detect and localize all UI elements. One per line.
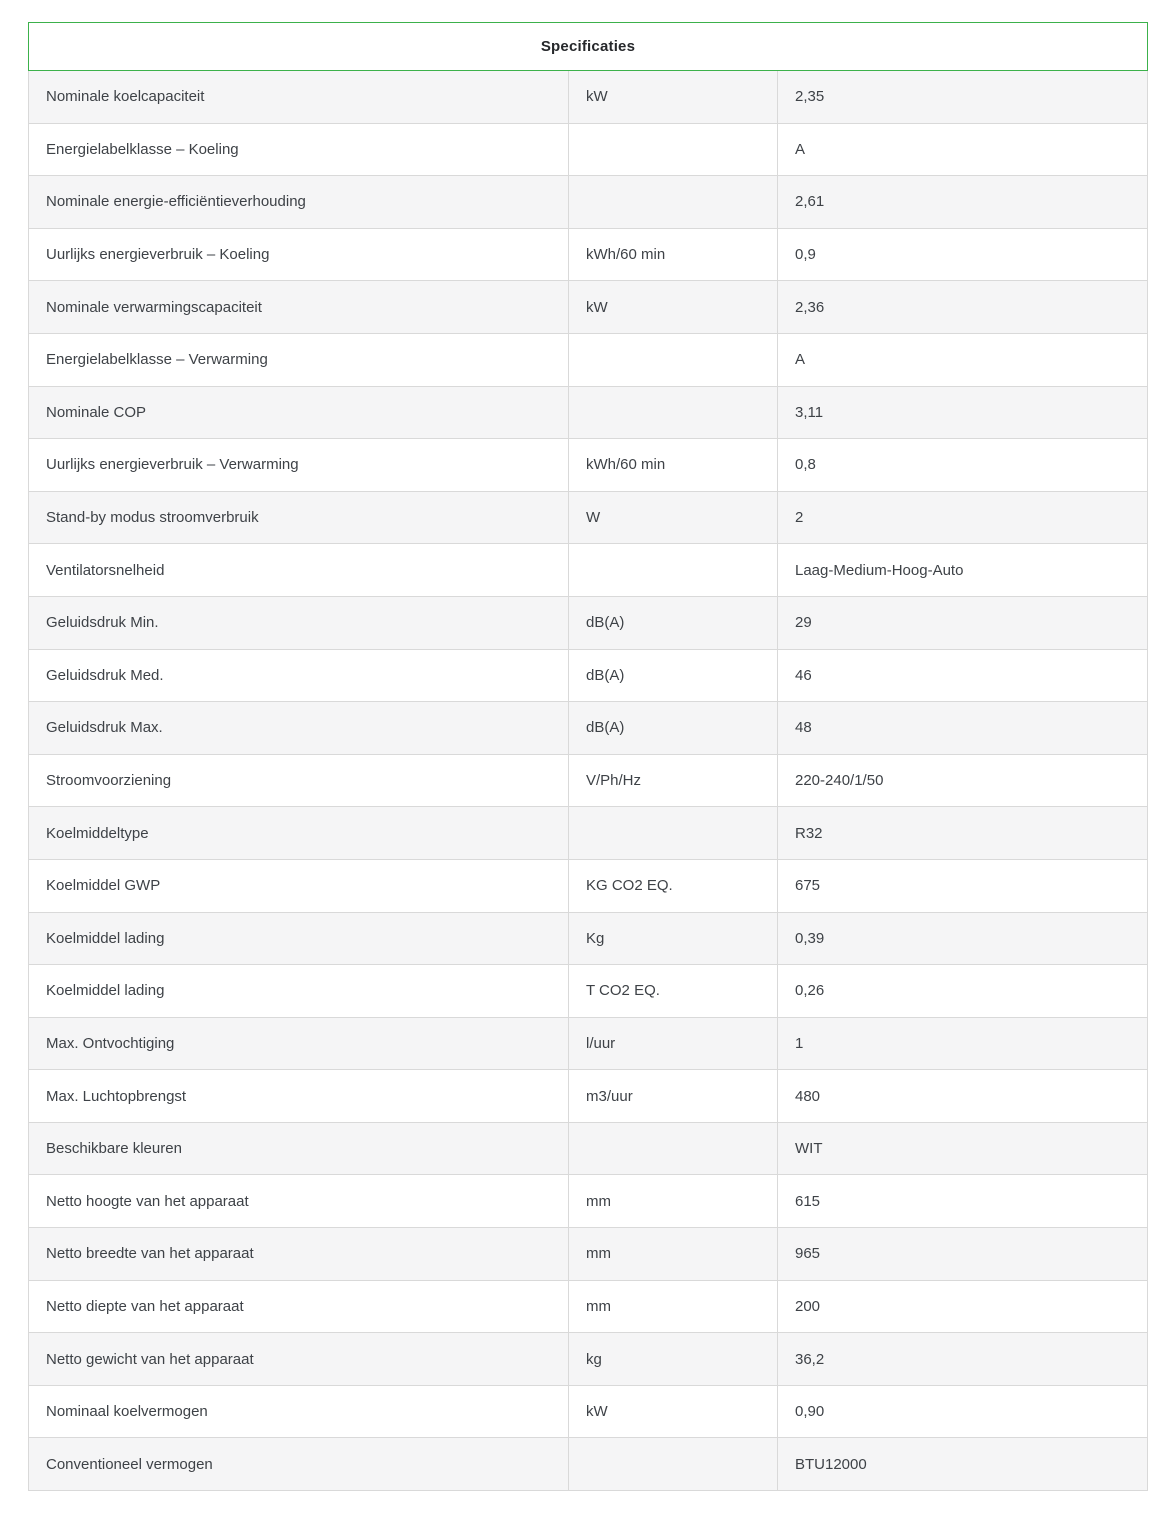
spec-value: A bbox=[777, 334, 1147, 386]
spec-value: 675 bbox=[777, 860, 1147, 912]
table-row bbox=[29, 755, 1147, 808]
spec-label: Ventilatorsnelheid bbox=[46, 561, 165, 579]
spec-unit bbox=[568, 176, 777, 228]
table-row bbox=[29, 1281, 1147, 1334]
spec-label: Geluidsdruk Min. bbox=[46, 614, 159, 632]
spec-value: 0,26 bbox=[777, 965, 1147, 1017]
table-row bbox=[29, 597, 1147, 650]
spec-unit: kW bbox=[568, 281, 777, 333]
spec-value: 36,2 bbox=[777, 1333, 1147, 1385]
spec-label: Uurlijks energieverbruik – Koeling bbox=[46, 246, 270, 264]
spec-label: Nominale COP bbox=[46, 403, 147, 421]
spec-label: Nominale energie-efficiëntieverhouding bbox=[46, 193, 306, 211]
spec-unit: KG CO2 EQ. bbox=[568, 860, 777, 912]
spec-label: Netto gewicht van het apparaat bbox=[46, 1350, 254, 1368]
table-row bbox=[29, 334, 1147, 387]
spec-value: 1 bbox=[777, 1018, 1147, 1070]
spec-value: 48 bbox=[777, 702, 1147, 754]
spec-unit: mm bbox=[568, 1281, 777, 1333]
table-row bbox=[29, 965, 1147, 1018]
spec-unit: mm bbox=[568, 1228, 777, 1280]
spec-label: Nominaal koelvermogen bbox=[46, 1403, 208, 1421]
spec-unit: T CO2 EQ. bbox=[568, 965, 777, 1017]
table-row bbox=[29, 1228, 1147, 1281]
spec-unit bbox=[568, 1123, 777, 1175]
spec-unit: Kg bbox=[568, 913, 777, 965]
spec-value: 2,35 bbox=[777, 71, 1147, 123]
spec-unit bbox=[568, 807, 777, 859]
spec-value: 3,11 bbox=[777, 387, 1147, 439]
spec-value: 200 bbox=[777, 1281, 1147, 1333]
spec-value: Laag-Medium-Hoog-Auto bbox=[777, 544, 1147, 596]
spec-label: Koelmiddel lading bbox=[46, 982, 165, 1000]
table-row bbox=[29, 702, 1147, 755]
spec-value: 615 bbox=[777, 1175, 1147, 1227]
spec-value: 2,36 bbox=[777, 281, 1147, 333]
spec-label: Nominale verwarmingscapaciteit bbox=[46, 298, 262, 316]
table-row bbox=[29, 1333, 1147, 1386]
table-row bbox=[29, 387, 1147, 440]
spec-unit: kW bbox=[568, 1386, 777, 1438]
table-row bbox=[29, 913, 1147, 966]
spec-unit: kWh/60 min bbox=[568, 439, 777, 491]
table-row bbox=[29, 229, 1147, 282]
spec-value: BTU12000 bbox=[777, 1438, 1147, 1490]
spec-label: Netto diepte van het apparaat bbox=[46, 1297, 244, 1315]
spec-label: Netto breedte van het apparaat bbox=[46, 1245, 254, 1263]
spec-label: Stroomvoorziening bbox=[46, 772, 172, 790]
spec-value: R32 bbox=[777, 807, 1147, 859]
spec-label: Stand-by modus stroomverbruik bbox=[46, 509, 259, 527]
table-title: Specificaties bbox=[540, 38, 636, 55]
spec-value: 0,9 bbox=[777, 229, 1147, 281]
spec-label: Geluidsdruk Med. bbox=[46, 666, 164, 684]
table-row bbox=[29, 544, 1147, 597]
table-row bbox=[29, 1175, 1147, 1228]
spec-unit: kW bbox=[568, 71, 777, 123]
spec-label: Max. Ontvochtiging bbox=[46, 1034, 175, 1052]
spec-value: WIT bbox=[777, 1123, 1147, 1175]
table-row bbox=[29, 439, 1147, 492]
spec-value: 29 bbox=[777, 597, 1147, 649]
spec-value: 965 bbox=[777, 1228, 1147, 1280]
table-row bbox=[29, 176, 1147, 229]
table-row bbox=[29, 1018, 1147, 1071]
table-row bbox=[29, 71, 1147, 124]
spec-unit: dB(A) bbox=[568, 597, 777, 649]
spec-value: 2,61 bbox=[777, 176, 1147, 228]
spec-label: Max. Luchtopbrengst bbox=[46, 1087, 187, 1105]
specifications-table bbox=[28, 71, 1148, 1491]
table-row bbox=[29, 807, 1147, 860]
spec-label: Koelmiddeltype bbox=[46, 824, 149, 842]
spec-unit: kWh/60 min bbox=[568, 229, 777, 281]
spec-unit: mm bbox=[568, 1175, 777, 1227]
spec-label: Beschikbare kleuren bbox=[46, 1140, 182, 1158]
spec-unit bbox=[568, 544, 777, 596]
spec-unit: m3/uur bbox=[568, 1070, 777, 1122]
spec-unit: kg bbox=[568, 1333, 777, 1385]
spec-value: 0,8 bbox=[777, 439, 1147, 491]
spec-label: Nominale koelcapaciteit bbox=[46, 88, 205, 106]
spec-unit: dB(A) bbox=[568, 650, 777, 702]
spec-unit bbox=[568, 1438, 777, 1490]
spec-unit: W bbox=[568, 492, 777, 544]
spec-label: Koelmiddel GWP bbox=[46, 877, 161, 895]
spec-unit bbox=[568, 124, 777, 176]
table-header bbox=[28, 22, 1148, 71]
spec-value: 0,39 bbox=[777, 913, 1147, 965]
spec-value: 2 bbox=[777, 492, 1147, 544]
table-row bbox=[29, 492, 1147, 545]
table-row bbox=[29, 1123, 1147, 1176]
table-row bbox=[29, 650, 1147, 703]
spec-unit bbox=[568, 387, 777, 439]
table-row bbox=[29, 1070, 1147, 1123]
spec-value: A bbox=[777, 124, 1147, 176]
spec-value: 0,90 bbox=[777, 1386, 1147, 1438]
spec-unit: V/Ph/Hz bbox=[568, 755, 777, 807]
spec-unit bbox=[568, 334, 777, 386]
table-row bbox=[29, 1386, 1147, 1439]
table-row bbox=[29, 281, 1147, 334]
spec-unit: l/uur bbox=[568, 1018, 777, 1070]
spec-value: 220-240/1/50 bbox=[777, 755, 1147, 807]
spec-label: Energielabelklasse – Koeling bbox=[46, 140, 239, 158]
table-row bbox=[29, 860, 1147, 913]
spec-label: Koelmiddel lading bbox=[46, 929, 165, 947]
spec-label: Uurlijks energieverbruik – Verwarming bbox=[46, 456, 299, 474]
table-row bbox=[29, 124, 1147, 177]
spec-label: Geluidsdruk Max. bbox=[46, 719, 163, 737]
spec-value: 480 bbox=[777, 1070, 1147, 1122]
spec-unit: dB(A) bbox=[568, 702, 777, 754]
table-row bbox=[29, 1438, 1147, 1491]
spec-label: Energielabelklasse – Verwarming bbox=[46, 351, 268, 369]
spec-label: Conventioneel vermogen bbox=[46, 1455, 213, 1473]
spec-label: Netto hoogte van het apparaat bbox=[46, 1192, 249, 1210]
spec-value: 46 bbox=[777, 650, 1147, 702]
